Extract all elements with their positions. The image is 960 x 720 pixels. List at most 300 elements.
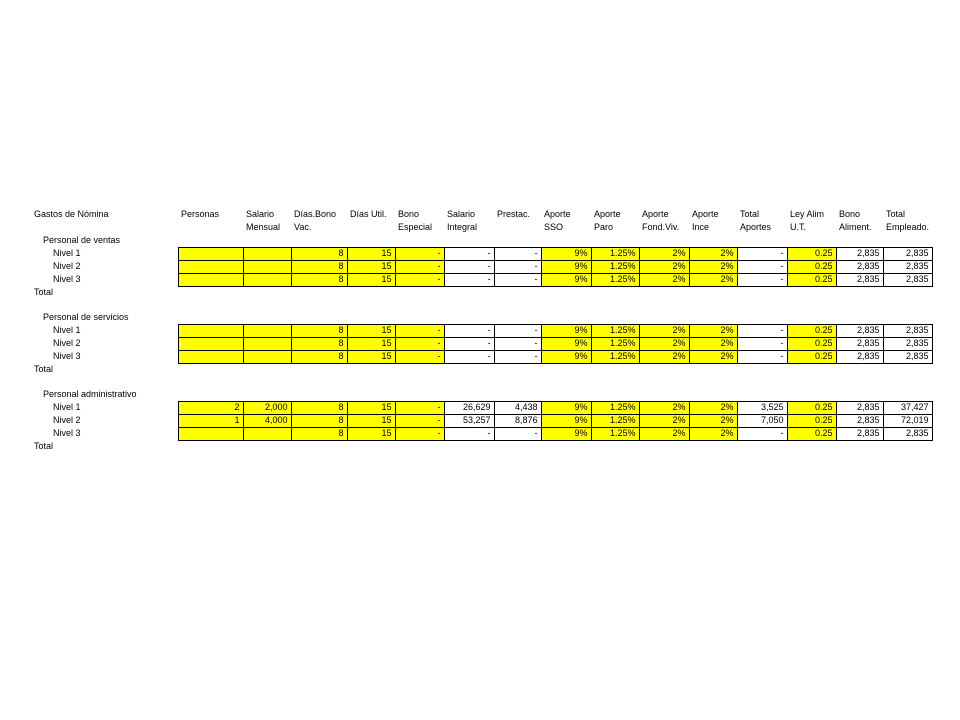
column-header [178, 221, 243, 234]
data-cell[interactable]: - [737, 337, 787, 350]
empty-cell [178, 388, 243, 401]
section-title-row [32, 234, 932, 247]
data-cell[interactable]: 2,835 [883, 337, 932, 350]
empty-cell [883, 376, 932, 388]
column-header: Salario [246, 209, 275, 219]
empty-cell [591, 311, 639, 324]
table-row [32, 414, 932, 427]
empty-cell [541, 388, 591, 401]
data-cell[interactable]: 72,019 [883, 414, 932, 427]
empty-cell [836, 286, 883, 299]
data-cell[interactable]: 15 [347, 401, 395, 414]
column-header: Mensual [246, 222, 281, 232]
empty-cell [541, 286, 591, 299]
total-row [32, 363, 932, 376]
header-row [32, 221, 932, 234]
empty-cell [291, 299, 347, 311]
data-cell[interactable]: - [494, 247, 541, 260]
data-cell[interactable] [178, 260, 243, 273]
data-cell[interactable]: - [395, 247, 444, 260]
empty-cell [494, 286, 541, 299]
empty-cell [541, 234, 591, 247]
data-cell[interactable]: 0.25 [787, 337, 836, 350]
table-row [32, 350, 932, 363]
section-title: Personal administrativo [43, 389, 137, 399]
empty-cell [639, 376, 689, 388]
level-label: Nivel 1 [53, 248, 81, 258]
column-header: Salario [447, 209, 476, 219]
table-row [32, 273, 932, 286]
data-cell[interactable]: 1.25% [591, 414, 639, 427]
data-cell[interactable] [178, 350, 243, 363]
data-cell[interactable]: 8 [291, 337, 347, 350]
data-cell[interactable]: - [494, 337, 541, 350]
empty-cell [787, 234, 836, 247]
column-header: Gastos de Nómina [34, 209, 109, 219]
data-cell[interactable]: 15 [347, 324, 395, 337]
data-cell[interactable] [243, 427, 291, 440]
empty-cell [395, 234, 444, 247]
empty-cell [347, 311, 395, 324]
empty-cell [178, 363, 243, 376]
empty-cell [883, 234, 932, 247]
payroll-table [32, 208, 933, 453]
data-cell[interactable]: 2% [689, 401, 737, 414]
empty-cell [494, 363, 541, 376]
level-label: Nivel 2 [53, 261, 81, 271]
data-cell[interactable]: 0.25 [787, 350, 836, 363]
empty-cell [291, 440, 347, 453]
data-cell[interactable]: - [444, 260, 494, 273]
empty-cell [243, 376, 291, 388]
data-cell[interactable]: 9% [541, 401, 591, 414]
empty-cell [836, 311, 883, 324]
total-label: Total [34, 364, 54, 374]
column-header: Vac. [294, 222, 312, 232]
empty-cell [689, 388, 737, 401]
data-cell[interactable]: 2% [639, 247, 689, 260]
empty-cell [291, 234, 347, 247]
data-cell[interactable]: 9% [541, 414, 591, 427]
data-cell[interactable]: 2,835 [836, 273, 883, 286]
empty-cell [395, 388, 444, 401]
payroll-sheet [32, 208, 933, 453]
data-cell[interactable]: 8 [291, 260, 347, 273]
empty-cell [737, 286, 787, 299]
empty-cell [591, 234, 639, 247]
data-cell[interactable]: 2,835 [883, 324, 932, 337]
empty-cell [32, 299, 178, 311]
data-cell[interactable]: 1.25% [591, 337, 639, 350]
empty-cell [883, 286, 932, 299]
empty-cell [243, 440, 291, 453]
empty-cell [347, 234, 395, 247]
empty-cell [347, 388, 395, 401]
column-header: Empleado. [886, 222, 930, 232]
column-header: Aporte [544, 209, 571, 219]
empty-cell [444, 363, 494, 376]
empty-cell [591, 388, 639, 401]
column-header: Total [886, 209, 906, 219]
empty-cell [32, 376, 178, 388]
data-cell[interactable]: 8 [291, 247, 347, 260]
level-label: Nivel 3 [53, 274, 81, 284]
data-cell[interactable]: - [737, 350, 787, 363]
empty-cell [494, 299, 541, 311]
data-cell[interactable]: - [737, 260, 787, 273]
total-row [32, 440, 932, 453]
column-header: U.T. [790, 222, 807, 232]
empty-cell [836, 299, 883, 311]
column-header [32, 221, 178, 234]
data-cell[interactable]: - [395, 414, 444, 427]
data-cell[interactable] [178, 337, 243, 350]
data-cell[interactable]: 0.25 [787, 324, 836, 337]
empty-cell [494, 440, 541, 453]
data-cell[interactable]: 26,629 [444, 401, 494, 414]
data-cell[interactable]: 15 [347, 260, 395, 273]
empty-cell [836, 376, 883, 388]
data-cell[interactable] [243, 337, 291, 350]
empty-cell [178, 234, 243, 247]
column-header: Integral [447, 222, 478, 232]
empty-cell [178, 440, 243, 453]
data-cell[interactable]: 2,835 [836, 247, 883, 260]
empty-cell [395, 363, 444, 376]
data-cell[interactable]: 2,835 [883, 273, 932, 286]
data-cell[interactable]: 4,000 [243, 414, 291, 427]
data-cell[interactable]: 1.25% [591, 427, 639, 440]
empty-cell [883, 440, 932, 453]
data-cell[interactable]: - [444, 427, 494, 440]
data-cell[interactable]: - [395, 337, 444, 350]
data-cell[interactable]: 2,000 [243, 401, 291, 414]
data-cell[interactable]: 15 [347, 427, 395, 440]
empty-cell [836, 234, 883, 247]
empty-cell [291, 311, 347, 324]
data-cell[interactable]: 2% [689, 324, 737, 337]
empty-cell [787, 363, 836, 376]
data-cell[interactable]: 1.25% [591, 401, 639, 414]
empty-cell [291, 376, 347, 388]
data-cell[interactable]: 2,835 [883, 350, 932, 363]
data-cell[interactable] [178, 324, 243, 337]
section-title-row [32, 311, 932, 324]
data-cell[interactable]: 2,835 [836, 260, 883, 273]
empty-cell [243, 388, 291, 401]
empty-cell [541, 311, 591, 324]
empty-cell [591, 440, 639, 453]
level-label: Nivel 3 [53, 351, 81, 361]
column-header: Aporte [692, 209, 719, 219]
empty-cell [689, 234, 737, 247]
empty-cell [395, 299, 444, 311]
data-cell[interactable] [243, 324, 291, 337]
data-cell[interactable]: 1.25% [591, 247, 639, 260]
empty-cell [787, 286, 836, 299]
data-cell[interactable]: - [444, 247, 494, 260]
empty-cell [291, 286, 347, 299]
empty-cell [639, 234, 689, 247]
empty-cell [591, 376, 639, 388]
data-cell[interactable]: 7,050 [737, 414, 787, 427]
table-row [32, 337, 932, 350]
empty-cell [787, 388, 836, 401]
data-cell[interactable]: 15 [347, 337, 395, 350]
data-cell[interactable]: 9% [541, 247, 591, 260]
data-cell[interactable]: - [395, 350, 444, 363]
total-label: Total [34, 287, 54, 297]
data-cell[interactable]: 4,438 [494, 401, 541, 414]
total-row [32, 286, 932, 299]
empty-cell [395, 376, 444, 388]
table-row [32, 401, 932, 414]
column-header: Aporte [594, 209, 621, 219]
column-header: Total [740, 209, 760, 219]
section-title-row [32, 388, 932, 401]
data-cell[interactable]: 0.25 [787, 273, 836, 286]
level-label: Nivel 2 [53, 415, 81, 425]
empty-cell [243, 363, 291, 376]
data-cell[interactable]: 9% [541, 350, 591, 363]
header-row [32, 208, 932, 221]
empty-cell [836, 363, 883, 376]
table-row [32, 324, 932, 337]
data-cell[interactable]: 8 [291, 414, 347, 427]
data-cell[interactable]: 8,876 [494, 414, 541, 427]
data-cell[interactable]: 1.25% [591, 273, 639, 286]
data-cell[interactable]: - [444, 337, 494, 350]
empty-cell [737, 311, 787, 324]
data-cell[interactable] [243, 350, 291, 363]
empty-cell [639, 311, 689, 324]
data-cell[interactable]: 1.25% [591, 260, 639, 273]
data-cell[interactable]: 0.25 [787, 260, 836, 273]
data-cell[interactable]: 2% [689, 260, 737, 273]
empty-cell [689, 286, 737, 299]
empty-cell [883, 311, 932, 324]
empty-cell [395, 311, 444, 324]
data-cell[interactable]: 2,835 [883, 247, 932, 260]
empty-cell [347, 440, 395, 453]
data-cell[interactable]: - [737, 427, 787, 440]
empty-cell [787, 376, 836, 388]
data-cell[interactable]: - [494, 260, 541, 273]
empty-cell [243, 286, 291, 299]
data-cell[interactable]: - [737, 324, 787, 337]
empty-cell [787, 299, 836, 311]
data-cell[interactable]: 2% [639, 427, 689, 440]
empty-cell [883, 388, 932, 401]
section-title: Personal de servicios [43, 312, 129, 322]
data-cell[interactable]: - [737, 247, 787, 260]
data-cell[interactable]: 2,835 [836, 414, 883, 427]
data-cell[interactable]: - [494, 273, 541, 286]
data-cell[interactable]: 15 [347, 273, 395, 286]
empty-cell [178, 299, 243, 311]
data-cell[interactable]: 9% [541, 273, 591, 286]
data-cell[interactable]: 2% [639, 260, 689, 273]
column-header: Fond.Viv. [642, 222, 680, 232]
level-label: Nivel 1 [53, 402, 81, 412]
level-label: Nivel 2 [53, 338, 81, 348]
data-cell[interactable]: - [395, 427, 444, 440]
data-cell[interactable] [178, 247, 243, 260]
data-cell[interactable]: 2% [639, 324, 689, 337]
empty-cell [494, 388, 541, 401]
column-header [494, 221, 541, 234]
data-cell[interactable]: - [395, 260, 444, 273]
data-cell[interactable]: 2% [689, 337, 737, 350]
column-header [347, 221, 395, 234]
data-cell[interactable] [243, 260, 291, 273]
data-cell[interactable]: 2% [639, 337, 689, 350]
empty-cell [836, 440, 883, 453]
data-cell[interactable]: - [444, 350, 494, 363]
table-row [32, 260, 932, 273]
data-cell[interactable]: 2,835 [836, 337, 883, 350]
column-header: Personas [181, 209, 220, 219]
empty-cell [541, 440, 591, 453]
empty-cell [737, 376, 787, 388]
data-cell[interactable]: 2% [689, 414, 737, 427]
data-cell[interactable]: 0.25 [787, 414, 836, 427]
data-cell[interactable] [178, 427, 243, 440]
empty-cell [689, 376, 737, 388]
data-cell[interactable]: - [395, 401, 444, 414]
data-cell[interactable]: 9% [541, 324, 591, 337]
total-label: Total [34, 441, 54, 451]
data-cell[interactable]: 2% [639, 350, 689, 363]
empty-cell [444, 286, 494, 299]
data-cell[interactable]: - [444, 324, 494, 337]
empty-cell [737, 299, 787, 311]
empty-cell [444, 440, 494, 453]
data-cell[interactable]: 2,835 [836, 324, 883, 337]
data-cell[interactable]: 2% [689, 273, 737, 286]
column-header: Paro [594, 222, 614, 232]
data-cell[interactable]: 1.25% [591, 350, 639, 363]
empty-cell [689, 311, 737, 324]
data-cell[interactable]: 0.25 [787, 401, 836, 414]
data-cell[interactable]: 8 [291, 427, 347, 440]
data-cell[interactable]: 2 [178, 401, 243, 414]
empty-cell [395, 440, 444, 453]
data-cell[interactable]: 2,835 [836, 350, 883, 363]
data-cell[interactable]: 2% [639, 401, 689, 414]
data-cell[interactable]: - [444, 273, 494, 286]
data-cell[interactable]: 2% [689, 350, 737, 363]
level-label: Nivel 3 [53, 428, 81, 438]
empty-cell [591, 286, 639, 299]
empty-cell [689, 440, 737, 453]
data-cell[interactable]: 9% [541, 260, 591, 273]
empty-cell [591, 299, 639, 311]
empty-cell [883, 363, 932, 376]
spacer-row [32, 376, 932, 388]
empty-cell [291, 363, 347, 376]
data-cell[interactable]: - [395, 273, 444, 286]
data-cell[interactable]: 37,427 [883, 401, 932, 414]
empty-cell [178, 286, 243, 299]
data-cell[interactable]: 8 [291, 401, 347, 414]
column-header: Días Util. [350, 209, 387, 219]
empty-cell [243, 299, 291, 311]
empty-cell [689, 299, 737, 311]
empty-cell [444, 234, 494, 247]
data-cell[interactable]: 9% [541, 337, 591, 350]
data-cell[interactable]: 2,835 [883, 260, 932, 273]
data-cell[interactable]: - [494, 324, 541, 337]
empty-cell [737, 440, 787, 453]
data-cell[interactable] [243, 247, 291, 260]
empty-cell [737, 388, 787, 401]
data-cell[interactable]: - [395, 324, 444, 337]
data-cell[interactable]: - [737, 273, 787, 286]
empty-cell [639, 363, 689, 376]
data-cell[interactable]: 1 [178, 414, 243, 427]
empty-cell [347, 363, 395, 376]
data-cell[interactable]: 2% [639, 414, 689, 427]
data-cell[interactable]: 1.25% [591, 324, 639, 337]
column-header: Prestac. [497, 209, 531, 219]
data-cell[interactable] [178, 273, 243, 286]
data-cell[interactable]: 15 [347, 414, 395, 427]
empty-cell [347, 376, 395, 388]
data-cell[interactable]: 3,525 [737, 401, 787, 414]
data-cell[interactable]: 0.25 [787, 247, 836, 260]
data-cell[interactable]: 2% [689, 247, 737, 260]
empty-cell [444, 299, 494, 311]
data-cell[interactable]: 8 [291, 324, 347, 337]
data-cell[interactable]: 9% [541, 427, 591, 440]
empty-cell [639, 388, 689, 401]
empty-cell [178, 311, 243, 324]
data-cell[interactable]: 8 [291, 273, 347, 286]
data-cell[interactable]: 2% [639, 273, 689, 286]
column-header: SSO [544, 222, 564, 232]
empty-cell [639, 440, 689, 453]
empty-cell [291, 388, 347, 401]
data-cell[interactable]: 2,835 [836, 427, 883, 440]
empty-cell [444, 388, 494, 401]
spacer-row [32, 299, 932, 311]
data-cell[interactable]: 2,835 [883, 427, 932, 440]
empty-cell [787, 440, 836, 453]
table-row [32, 247, 932, 260]
empty-cell [737, 363, 787, 376]
column-header: Días.Bono [294, 209, 337, 219]
data-cell[interactable]: - [494, 350, 541, 363]
empty-cell [689, 363, 737, 376]
data-cell[interactable]: 53,257 [444, 414, 494, 427]
data-cell[interactable] [243, 273, 291, 286]
empty-cell [541, 363, 591, 376]
data-cell[interactable]: 8 [291, 350, 347, 363]
data-cell[interactable]: 15 [347, 247, 395, 260]
data-cell[interactable]: 2% [689, 427, 737, 440]
column-header: Especial [398, 222, 433, 232]
column-header: Aliment. [839, 222, 872, 232]
section-title: Personal de ventas [43, 235, 121, 245]
data-cell[interactable]: 15 [347, 350, 395, 363]
column-header: Bono [839, 209, 861, 219]
data-cell[interactable]: - [494, 427, 541, 440]
empty-cell [541, 299, 591, 311]
data-cell[interactable]: 2,835 [836, 401, 883, 414]
data-cell[interactable]: 0.25 [787, 427, 836, 440]
column-header: Aportes [740, 222, 772, 232]
